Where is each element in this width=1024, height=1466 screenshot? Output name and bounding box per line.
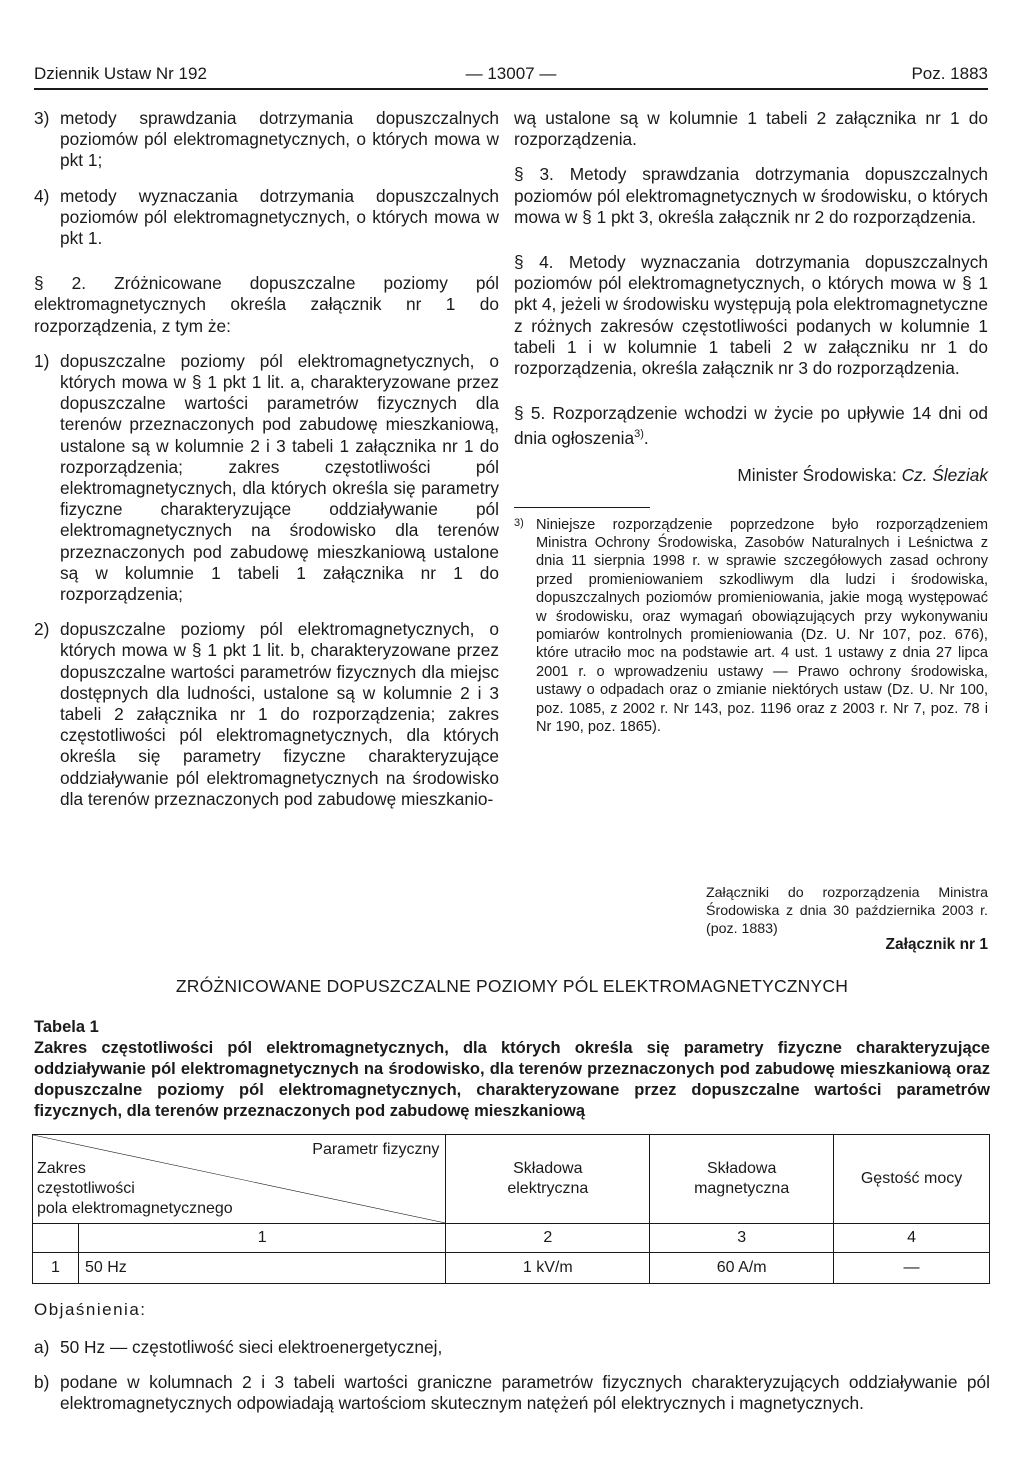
annex-note: Załączniki do rozporządzenia Ministra Środowiska z dnia 30 października 2003 r. (poz. 1883) [706, 885, 988, 937]
explanation-a: a) 50 Hz — częstotliwość sieci elektroenergetycznej, [34, 1337, 443, 1357]
list-item-4: 4) metody wyznaczania dotrzymania dopuszczalnych poziomów pól elektromagnetycznych, o których mowa w pkt 1. [34, 185, 499, 249]
left-column [34, 108, 499, 824]
index-4: 4 [834, 1224, 990, 1253]
header-magnetic-component: Składowa magnetyczna [650, 1135, 834, 1224]
header-power-density: Gęstość mocy [834, 1135, 990, 1224]
limits-table [32, 1134, 990, 1284]
journal-title: Dziennik Ustaw Nr 192 [34, 64, 207, 83]
index-3: 3 [650, 1224, 834, 1253]
row-frequency: 50 Hz [78, 1253, 445, 1284]
table-label: Tabela 1 [34, 1018, 99, 1036]
position-number: Poz. 1883 [911, 64, 988, 83]
index-blank [33, 1224, 79, 1253]
index-1: 1 [78, 1224, 445, 1253]
page-number: — 13007 — [465, 64, 557, 83]
row-electric-value: 1 kV/m [446, 1253, 650, 1284]
sub-item-1: 1) dopuszczalne poziomy pól elektromagnetycznych, o których mowa w § 1 pkt 1 lit. a, charakteryzowane przez dopuszczalne wartości parametrów fizycznych dla terenów przeznaczonych pod zabudowę mieszkaniową, ustalone są w kolumnie 2 i 3 tabeli 1 załącznika nr 1 do rozporządzenia; zakres częstotliwości pól elektromagnetycznych, dla których określa się parametry fizyczne charakteryzujące oddziaływanie pól elektromagnetycznych na środowisko dla terenów przeznaczonych pod zabudowę mieszkaniową ustalone są w kolumnie 1 tabeli 1 załącznika nr 1 do rozporządzenia; [34, 350, 499, 605]
footnote-divider [514, 507, 650, 508]
footnote: 3) Niniejsze rozporządzenie poprzedzone było rozporządzeniem Ministra Ochrony Środowiska, Zasobów Naturalnych i Leśnictwa z dnia 11 sierpnia 1998 r. w sprawie szczegółowych zasad ochrony przed promieniowaniem szkodliwym dla ludzi i środowiska, dopuszczalnych poziomów promieniowania, jakie mogą występować w środowisku, oraz wymagań obowiązujących przy wykonywaniu pomiarów kontrolnych promieniowania (Dz. U. Nr 107, poz. 676), które utraciło moc na podstawie art. 4 ust. 1 ustawy z dnia 27 lipca 2001 r. o wprowadzeniu ustawy — Prawo ochrony środowiska, ustawy o odpadach oraz o zmianie niektórych ustaw (Dz. U. Nr 100, poz. 1085, z 2002 r. Nr 143, poz. 1196 oraz z 2003 r. Nr 7, poz. 78 i Nr 190, poz. 1865). [514, 516, 988, 736]
paragraph-2: § 2. Zróżnicowane dopuszczalne poziomy pól elektromagnetycznych określa załącznik nr 1 do rozporządzenia, z tym że: [34, 273, 499, 336]
table-index-row [33, 1224, 990, 1253]
table-description: Zakres częstotliwości pól elektromagnetycznych, dla których określa się parametry fizyczne charakteryzujące oddziaływanie pól elektromagnetycznych na środowisko, dla terenów przeznaczonych pod zabudowę mieszkaniową oraz dopuszczalne poziomy pól elektromagnetycznych, charakteryzowane przez dopuszczalne wartości parametrów fizycznych, dla terenów przeznaczonych pod zabudowę mieszkaniową [34, 1039, 990, 1120]
row-magnetic-value: 60 A/m [650, 1253, 834, 1284]
header-physical-parameter: Parametr fizyczny [312, 1141, 440, 1158]
annex-title: ZRÓŻNICOWANE DOPUSZCZALNE POZIOMY PÓL ELEKTROMAGNETYCZNYCH [175, 976, 849, 996]
signature-line: Minister Środowiska: Cz. Śleziak [737, 465, 988, 486]
index-2: 2 [446, 1224, 650, 1253]
list-item-3: 3) metody sprawdzania dotrzymania dopuszczalnych poziomów pól elektromagnetycznych, o których mowa w pkt 1; [34, 108, 499, 171]
diagonal-header-cell [33, 1135, 446, 1224]
header-frequency-range: Zakres częstotliwości pola elektromagnetycznego [37, 1160, 233, 1217]
paragraph-3: § 3. Metody sprawdzania dotrzymania dopuszczalnych poziomów pól elektromagnetycznych w środowisku, o których mowa w § 1 pkt 3, określa załącznik nr 2 do rozporządzenia. [514, 164, 988, 227]
row-number: 1 [33, 1253, 79, 1284]
page-header [34, 62, 988, 90]
paragraph-5: § 5. Rozporządzenie wchodzi w życie po upływie 14 dni od dnia ogłoszenia$^{3)}$. [514, 403, 988, 449]
continuation-text: wą ustalone są w kolumnie 1 tabeli 2 załącznika nr 1 do rozporządzenia. [514, 108, 988, 150]
paragraph-4: § 4. Metody wyznaczania dotrzymania dopuszczalnych poziomów pól elektromagnetycznych, o których mowa w § 1 pkt 4, jeżeli w środowisku występują pola elektromagnetyczne z różnych zakresów częstotliwości podanych w kolumnie 1 tabeli 1 i w kolumnie 1 tabeli 2 w załączniku nr 1 do rozporządzenia, określa załącznik nr 3 do rozporządzenia. [514, 252, 988, 379]
sub-item-2: 2) dopuszczalne poziomy pól elektromagnetycznych, o których mowa w § 1 pkt 1 lit. b, charakteryzowane przez dopuszczalne wartości parametrów fizycznych dla miejsc dostępnych dla ludności, ustalone są w kolumnie 2 i 3 tabeli 2 załącznika nr 1 do rozporządzenia; zakres częstotliwości pól elektromagnetycznych, dla których określa się parametry fizyczne charakteryzujące oddziaływanie pól elektromagnetycznych na środowisko dla terenów przeznaczonych pod zabudowę mieszkanio- [34, 619, 499, 809]
table-header-row [33, 1135, 990, 1224]
table-row [33, 1253, 990, 1284]
row-power-density: — [834, 1253, 990, 1284]
annex-label: Załącznik nr 1 [885, 936, 988, 953]
header-electric-component: Składowa elektryczna [446, 1135, 650, 1224]
explanation-b: b) podane w kolumnach 2 i 3 tabeli wartości graniczne parametrów fizycznych charakteryzujących oddziaływanie pól elektromagnetycznych odpowiadają wartościom skutecznym natężeń pól elektrycznych i magnetycznych. [34, 1372, 990, 1414]
explanations-title: Objaśnienia: [34, 1300, 147, 1319]
right-column [514, 108, 988, 736]
